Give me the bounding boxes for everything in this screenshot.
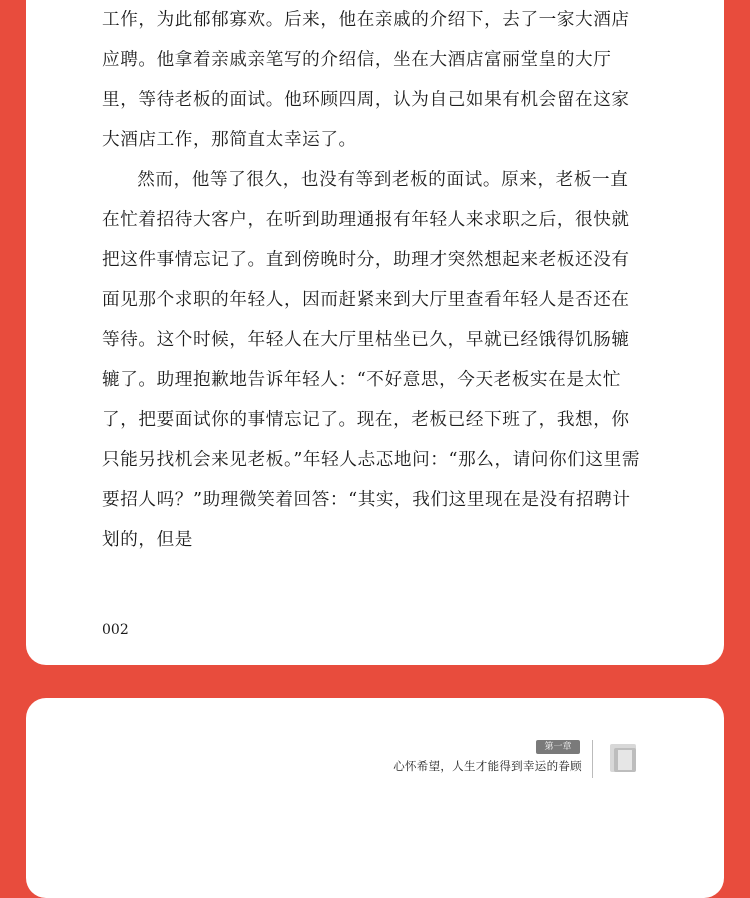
- page-body-text: [102, 0, 642, 560]
- chapter-running-title: 心怀希望，人生才能得到幸运的眷顾: [393, 759, 582, 773]
- next-book-page: [26, 698, 724, 898]
- paragraph-1: 工作，为此郁郁寡欢。后来，他在亲戚的介绍下，去了一家大酒店应聘。他拿着亲戚亲笔写的介绍信，坐在大酒店富丽堂皇的大厅里，等待老板的面试。他环顾四周，认为自己如果有机会留在这家大酒店工作，那简直太幸运了。: [102, 10, 630, 150]
- page-number: 002: [102, 622, 129, 638]
- header-divider: [592, 740, 593, 778]
- book-icon: [604, 740, 644, 776]
- chapter-badge: 第一章: [536, 740, 580, 754]
- paragraph-2: 然而，他等了很久，也没有等到老板的面试。原来，老板一直在忙着招待大客户，在听到助理通报有年轻人来求职之后，很快就把这件事情忘记了。直到傍晚时分，助理才突然想起来老板还没有面见那个求职的年轻人，因而赶紧来到大厅里查看年轻人是否还在等待。这个时候，年轻人在大厅里枯坐已久，早就已经饿得饥肠辘辘了。助理抱歉地告诉年轻人：“不好意思，今天老板实在是太忙了，把要面试你的事情忘记了。现在，老板已经下班了，我想，你只能另找机会来见老板。”年轻人忐忑地问：“那么，请问你们这里需要招人吗？”助理微笑着回答：“其实，我们这里现在是没有招聘计划的，但是: [102, 170, 641, 550]
- book-page: [26, 0, 724, 665]
